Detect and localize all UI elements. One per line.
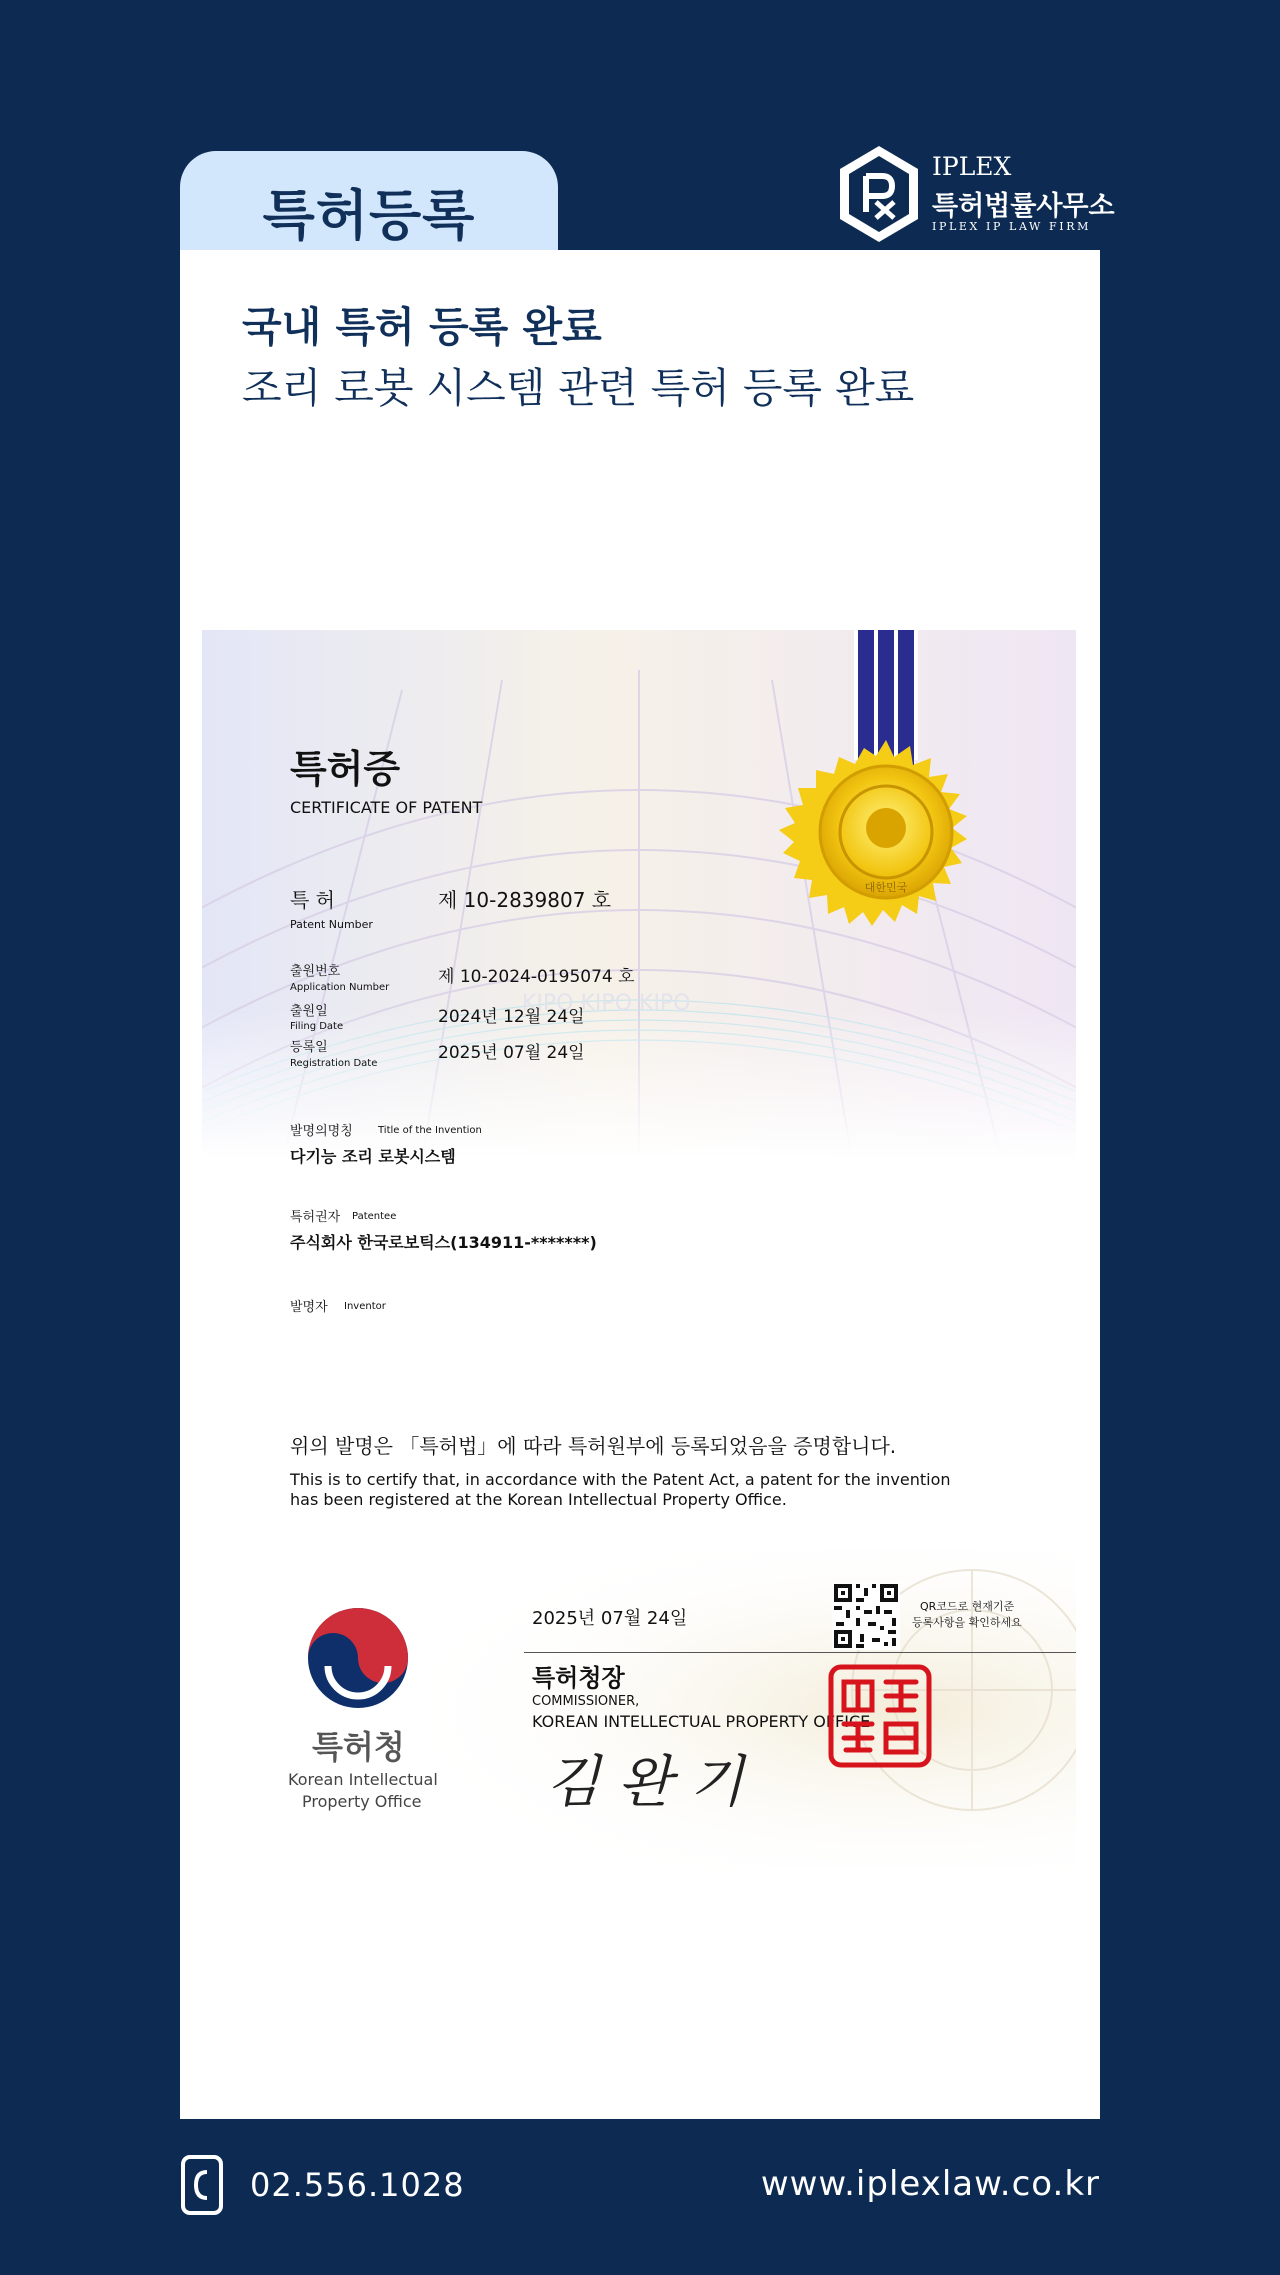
office-name-ko: 특허청 [312,1728,405,1766]
patent-number: 제 10-2839807 호 [438,888,612,912]
signature-divider [524,1652,1076,1653]
statement-en-2: has been registered at the Korean Intellectual Property Office. [290,1490,787,1509]
application-number: 제 10-2024-0195074 호 [438,967,635,987]
official-stamp-icon [828,1664,932,1768]
footer-phone[interactable]: 02.556.1028 [250,2166,465,2204]
invention-title: 다기능 조리 로봇시스템 [290,1147,456,1166]
filing-label: 출원일 [290,1004,328,1019]
patentee-label-en: Patentee [352,1211,397,1222]
application-label: 출원번호 [290,964,341,979]
commissioner-en-1: COMMISSIONER, [532,1694,640,1709]
patentee-name: 주식회사 한국로보틱스(134911-*******) [290,1233,597,1252]
brand-logo[interactable] [836,142,1136,246]
kipo-taegeuk-icon [306,1606,410,1710]
content-panel [180,250,1100,2119]
patentee-label: 특허권자 [290,1210,341,1225]
hexagon-logo-icon [836,142,922,246]
registration-label: 등록일 [290,1040,328,1055]
invention-label-en: Title of the Invention [378,1125,482,1136]
phone-icon [180,2154,224,2216]
invention-label: 발명의명칭 [290,1124,353,1139]
footer-website-link[interactable]: www.iplexlaw.co.kr [760,2164,1100,2204]
commissioner-ko: 특허청장 [532,1664,625,1692]
patent-certificate [202,630,1076,1868]
registration-label-en: Registration Date [290,1058,378,1069]
filing-date: 2024년 12월 24일 [438,1007,585,1027]
office-name-en-2: Property Office [302,1792,422,1811]
medal-text: 대한민국 [864,881,908,894]
patent-label-en: Patent Number [290,918,373,931]
headline: 국내 특허 등록 완료 [242,303,602,351]
office-name-en-1: Korean Intellectual [288,1770,438,1789]
kipo-watermark: KIPO KIPO KIPO [522,991,691,1016]
application-label-en: Application Number [290,982,390,993]
qr-code-icon[interactable] [832,1582,900,1650]
certificate-title: 특허증 [290,747,401,791]
category-tab-label: 특허등록 [262,184,476,247]
category-tab [180,151,558,255]
inventor-label: 발명자 [290,1300,328,1315]
statement-ko: 위의 발명은 「특허법」에 따라 특허원부에 등록되었음을 증명합니다. [290,1434,897,1458]
registration-date: 2025년 07월 24일 [438,1043,585,1063]
commissioner-signature: 김 완 기 [546,1750,744,1815]
qr-note-1: QR코드로 현재기준 [920,1600,1015,1613]
brand-name: IPLEX [932,152,1012,181]
patent-label: 특 허 [290,888,335,912]
issue-date: 2025년 07월 24일 [532,1608,688,1629]
certificate-title-en: CERTIFICATE OF PATENT [290,798,483,817]
statement-en-1: This is to certify that, in accordance with the Patent Act, a patent for the invention [290,1470,951,1489]
commissioner-en-2: KOREAN INTELLECTUAL PROPERTY OFFICE [532,1712,871,1731]
brand-korean-name: 특허법률사무소 [932,191,1115,222]
filing-label-en: Filing Date [290,1021,344,1032]
inventor-label-en: Inventor [344,1301,386,1312]
brand-subtitle: IPLEX IP LAW FIRM [932,220,1091,233]
qr-note-2: 등록사항을 확인하세요 [912,1616,1022,1629]
subheadline: 조리 로봇 시스템 관련 특허 등록 완료 [242,364,915,412]
